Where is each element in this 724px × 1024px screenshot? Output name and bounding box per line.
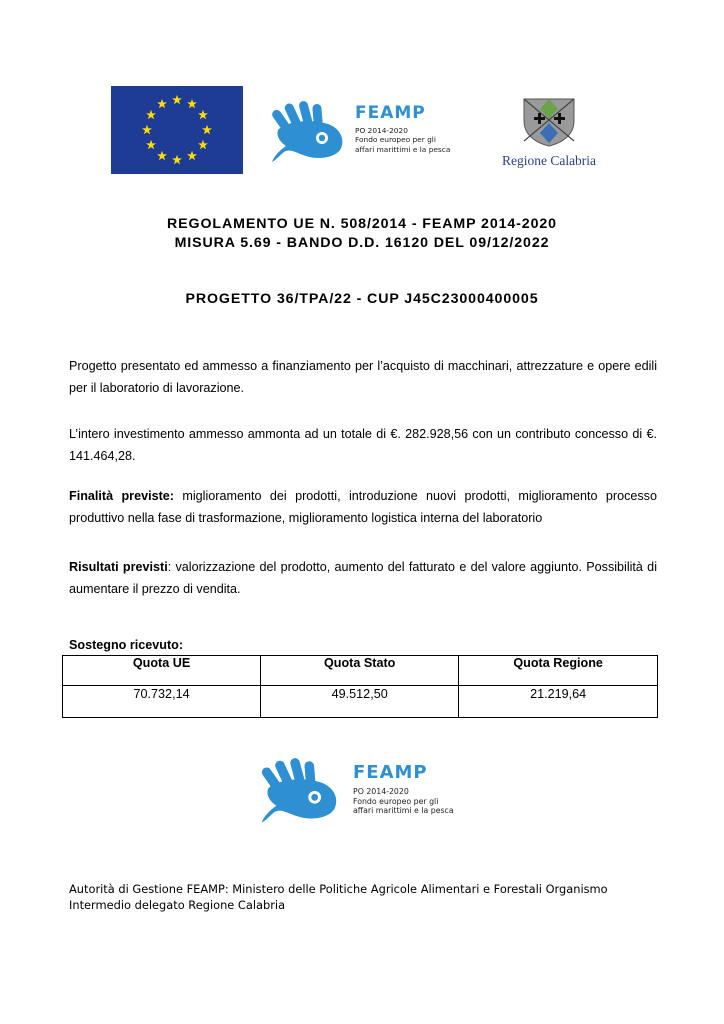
measure-heading: MISURA 5.69 - BANDO D.D. 16120 DEL 09/12/2022 xyxy=(174,235,550,251)
value-quota-regione: 21.219,64 xyxy=(459,686,658,718)
risultati-label: Risultati previsti xyxy=(69,560,168,574)
eu-flag-icon xyxy=(111,86,243,174)
value-quota-ue: 70.732,14 xyxy=(63,686,261,718)
regione-calabria-crest-icon xyxy=(520,95,578,147)
header-quota-stato: Quota Stato xyxy=(261,656,459,686)
project-heading: PROGETTO 36/TPA/22 - CUP J45C23000400005 xyxy=(185,291,539,307)
regione-calabria-logo xyxy=(493,95,605,171)
finalita-text: miglioramento dei prodotti, introduzione nuovi prodotti, miglioramento processo produttivo nella fase di trasformazione, miglioramento logistica interna del laboratorio xyxy=(69,489,657,525)
footer-authority: Autorità di Gestione FEAMP: Ministero delle Politiche Agricole Alimentari e Forestali Organismo Intermedio delegato Regione Calabria xyxy=(69,882,608,912)
funding-table xyxy=(62,655,658,718)
regione-label: Regione Calabria xyxy=(501,153,597,168)
risultati-text: : valorizzazione del prodotto, aumento del fatturato e del valore aggiunto. Possibilità di aumentare il prezzo di vendita. xyxy=(69,560,657,596)
feamp-fish-hand-icon xyxy=(257,757,349,827)
funding-label: Sostegno ricevuto: xyxy=(69,638,184,652)
risultati-paragraph xyxy=(69,556,657,600)
feamp-subtitle: PO 2014-2020 Fondo europeo per gli affari marittimi e la pesca xyxy=(355,126,451,154)
finalita-label: Finalità previste: xyxy=(69,489,174,503)
feamp-subtitle: PO 2014-2020 Fondo europeo per gli affari marittimi e la pesca xyxy=(353,787,454,816)
feamp-logo-bottom xyxy=(257,757,467,827)
project-description: Progetto presentato ed ammesso a finanziamento per l’acquisto di macchinari, attrezzature e opere edili per il laboratorio di lavorazione. xyxy=(69,359,657,395)
feamp-title: FEAMP xyxy=(355,103,426,123)
regulation-heading: REGOLAMENTO UE N. 508/2014 - FEAMP 2014-2020 xyxy=(167,216,557,232)
feamp-logo-top xyxy=(270,100,470,166)
feamp-fish-hand-icon xyxy=(270,100,352,166)
feamp-title: FEAMP xyxy=(353,762,428,783)
investment-description: L’intero investimento ammesso ammonta ad un totale di €. 282.928,56 con un contributo concesso di €. 141.464,28. xyxy=(69,427,657,463)
finalita-paragraph xyxy=(69,485,657,529)
table-row xyxy=(63,686,658,718)
value-quota-stato: 49.512,50 xyxy=(261,686,459,718)
header-quota-regione: Quota Regione xyxy=(459,656,658,686)
table-header-row xyxy=(63,656,658,686)
header-quota-ue: Quota UE xyxy=(63,656,261,686)
